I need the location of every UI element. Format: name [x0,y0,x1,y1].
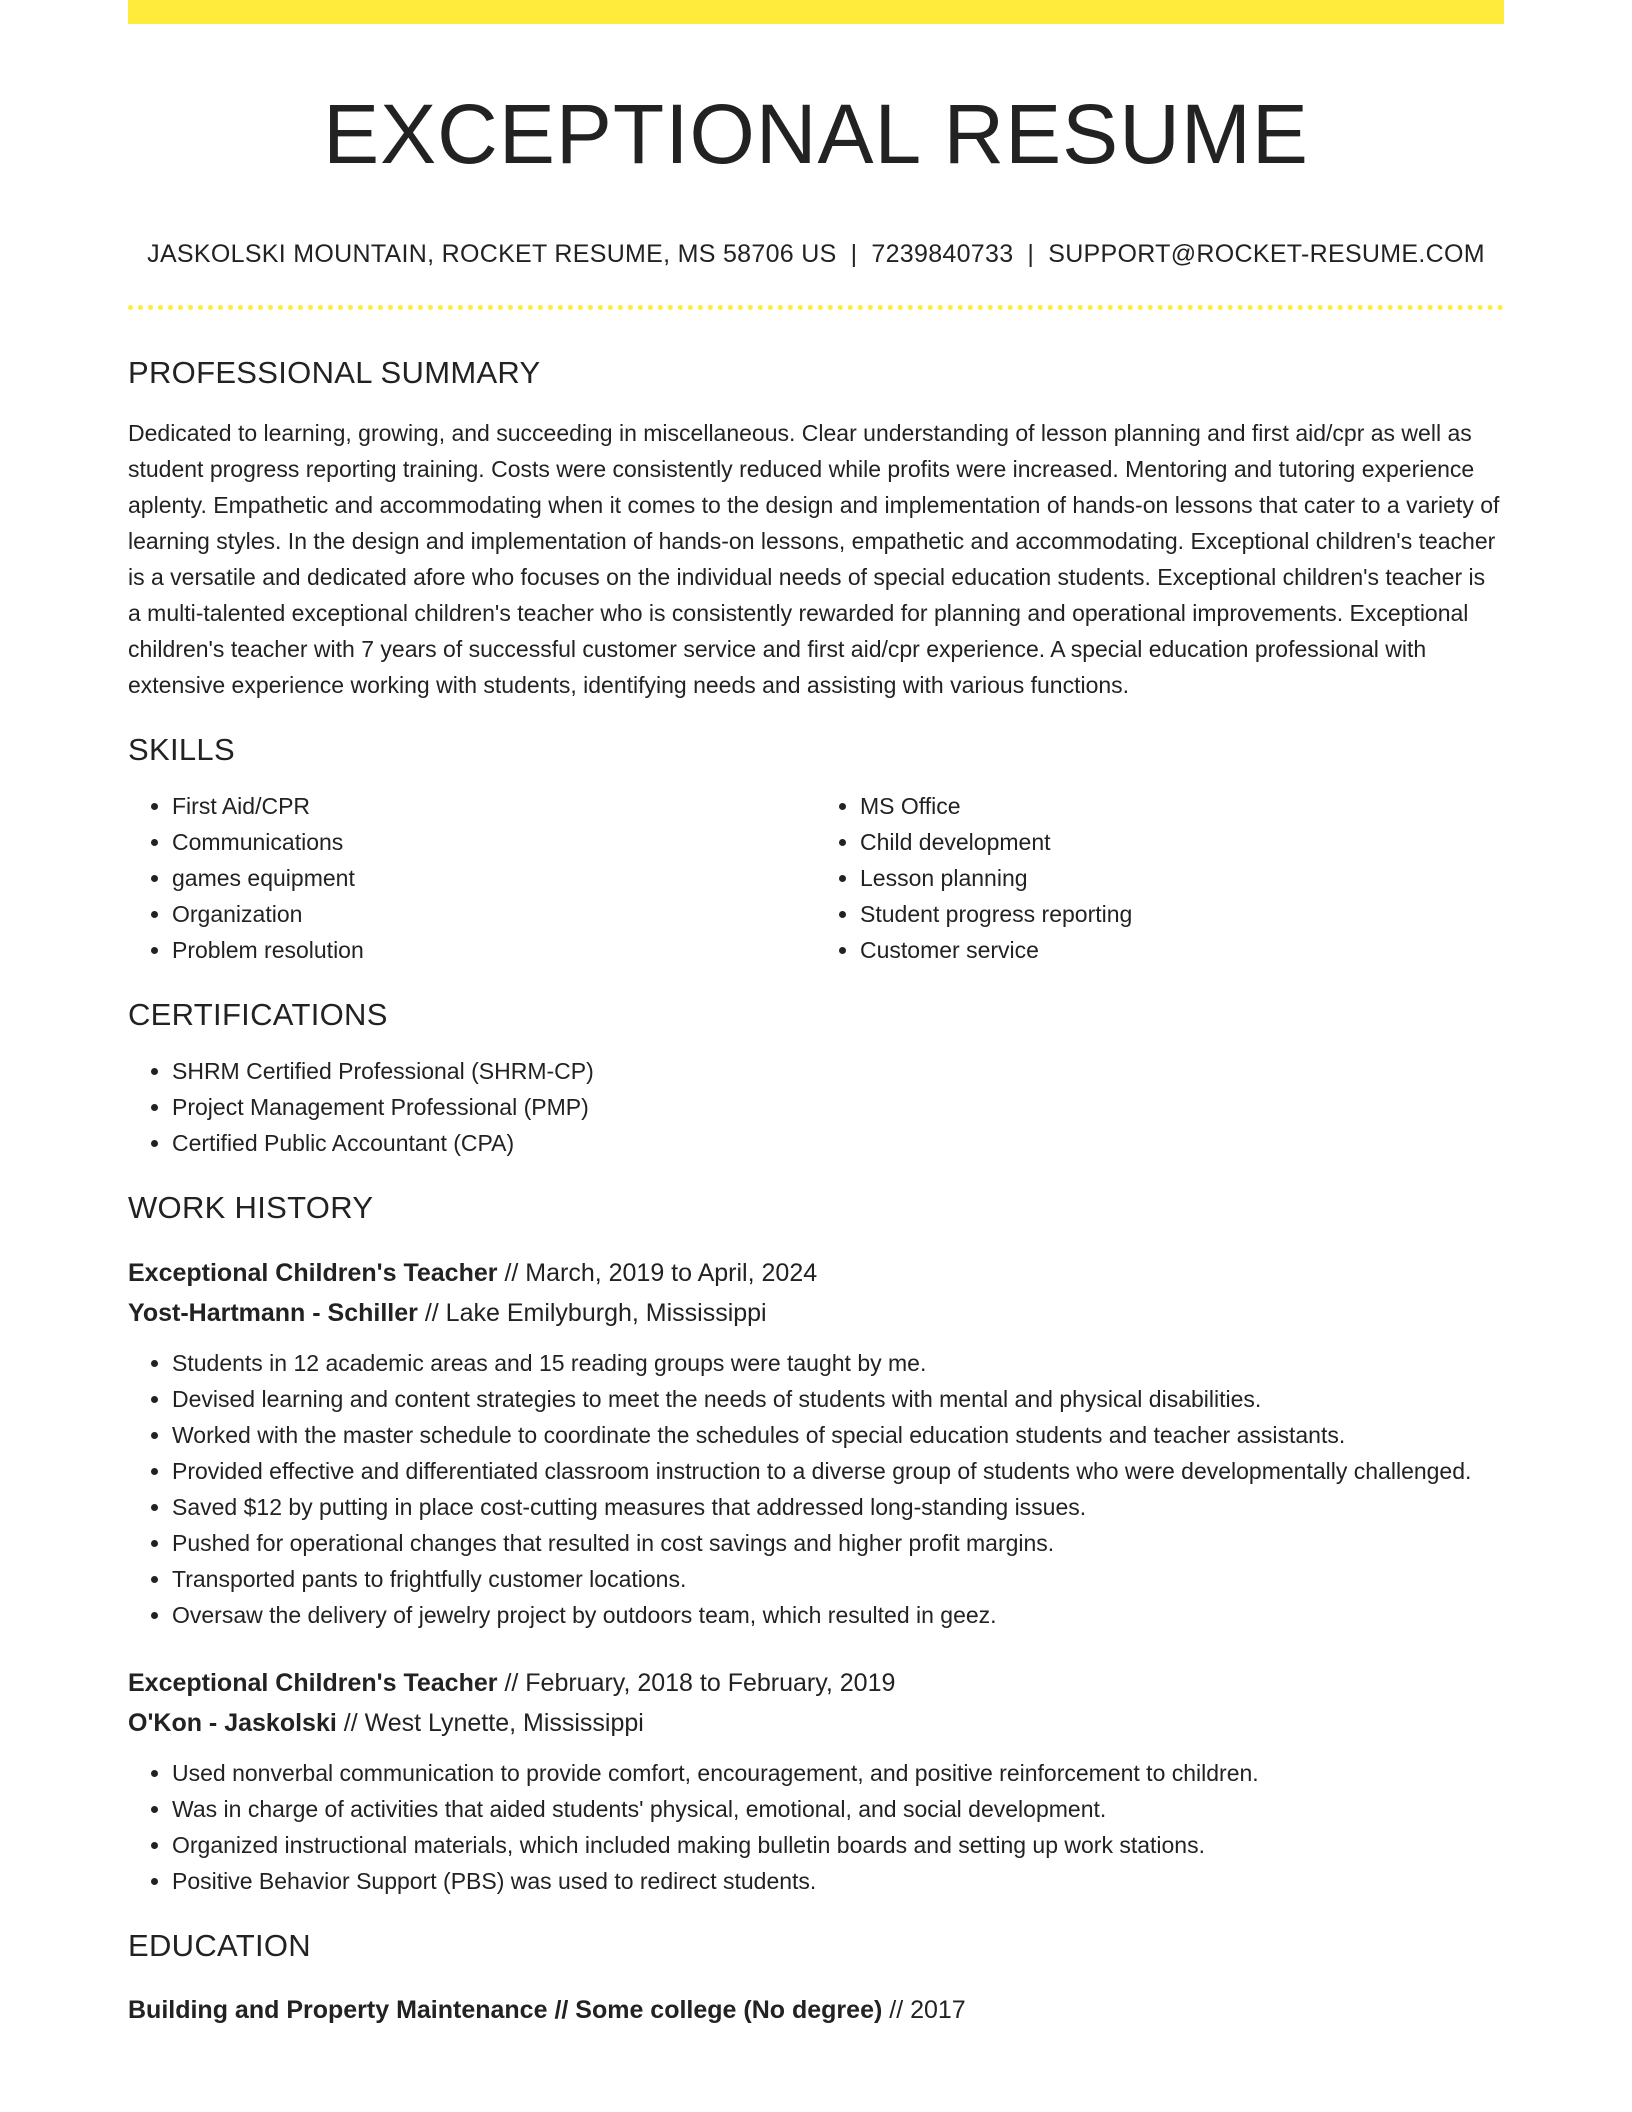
top-accent-bar [128,0,1504,24]
job-location: // Lake Emilyburgh, Mississippi [424,1298,767,1327]
job-dates: // February, 2018 to February, 2019 [504,1668,896,1697]
job-bullets [128,1345,1504,1633]
education-year: // 2017 [889,1995,966,2024]
certifications-list [128,1053,1504,1161]
job-bullet: • Provided effective and differentiated classroom instruction to a diverse group of students who were developmentally challenged. [172,1453,1504,1489]
job-bullet: • Used nonverbal communication to provide comfort, encouragement, and positive reinforcement to children. [172,1755,1504,1791]
contact-phone: 7239840733 [871,239,1014,268]
skill-item: • games equipment [172,860,816,896]
skill-item: • Customer service [860,932,1504,968]
summary-text: Dedicated to learning, growing, and succeeding in miscellaneous. Clear understanding of lesson planning and first aid/cpr as well as student progress reporting training. Costs were consistently reduced while profits were increased. Mentoring and tutoring experience aplenty. Empathetic and accommodating when it comes to the design and implementation of hands-on lessons that cater to a variety of learning styles. In the design and implementation of hands-on lessons, empathetic and accommodating. Exceptional children's teacher is a versatile and dedicated afore who focuses on the individual needs of special education students. Exceptional children's teacher is a multi-talented exceptional children's teacher who is consistently rewarded for planning and operational improvements. Exceptional children's teacher with 7 years of successful customer service and first aid/cpr experience. A special education professional with extensive experience working with students, identifying needs and assisting with various functions. [128,419,1500,698]
education-section [128,1927,1504,2030]
contact-separator: | [850,239,858,268]
skills-heading: SKILLS [128,731,235,767]
certification-item: • Certified Public Accountant (CPA) [172,1125,1504,1161]
skill-item: • Lesson planning [860,860,1504,896]
skills-left-list [128,788,816,968]
skill-item: • Child development [860,824,1504,860]
job-bullet: • Worked with the master schedule to coordinate the schedules of special education students and teacher assistants. [172,1417,1504,1453]
contact-line [128,239,1504,269]
skill-item: • Problem resolution [172,932,816,968]
contact-address: JASKOLSKI MOUNTAIN, ROCKET RESUME, MS 58706 US [147,239,837,268]
skill-item: • First Aid/CPR [172,788,816,824]
job-company: Yost-Hartmann - Schiller [128,1298,418,1327]
education-heading: EDUCATION [128,1927,311,1963]
certifications-heading: CERTIFICATIONS [128,997,388,1033]
job-bullet: • Positive Behavior Support (PBS) was used to redirect students. [172,1863,1504,1899]
certifications-section [128,996,1504,1161]
job-dates: // March, 2019 to April, 2024 [504,1258,818,1287]
job-entry [128,1253,1504,1633]
job-company-line [128,1293,1504,1333]
job-bullet: • Transported pants to frightfully customer locations. [172,1561,1504,1597]
summary-heading: PROFESSIONAL SUMMARY [128,354,541,390]
job-bullet: • Organized instructional materials, which included making bulletin boards and setting up work stations. [172,1827,1504,1863]
education-entry [128,1990,1504,2030]
resume-name: EXCEPTIONAL RESUME [323,87,1309,181]
resume-page [128,0,1504,2030]
job-title: Exceptional Children's Teacher [128,1258,498,1287]
job-bullets [128,1755,1504,1899]
certification-item: • SHRM Certified Professional (SHRM-CP) [172,1053,1504,1089]
job-bullet: • Was in charge of activities that aided students' physical, emotional, and social development. [172,1791,1504,1827]
work-history-section [128,1189,1504,1898]
certification-item: • Project Management Professional (PMP) [172,1089,1504,1125]
job-bullet: • Devised learning and content strategies to meet the needs of students with mental and physical disabilities. [172,1381,1504,1417]
skill-item: • MS Office [860,788,1504,824]
job-bullet: • Saved $12 by putting in place cost-cutting measures that addressed long-standing issues. [172,1489,1504,1525]
education-degree: Building and Property Maintenance // Some college (No degree) [128,1995,883,2024]
job-title: Exceptional Children's Teacher [128,1668,498,1697]
skills-section [128,731,1504,968]
job-bullet: • Students in 12 academic areas and 15 reading groups were taught by me. [172,1345,1504,1381]
skills-right-list [816,788,1504,968]
job-entry [128,1663,1504,1899]
job-bullet: • Oversaw the delivery of jewelry project by outdoors team, which resulted in geez. [172,1597,1504,1633]
contact-email: SUPPORT@ROCKET-RESUME.COM [1048,239,1485,268]
job-company-line [128,1703,1504,1743]
contact-separator: | [1027,239,1035,268]
dotted-divider [128,305,1504,310]
skills-columns [128,768,1504,968]
job-company: O'Kon - Jaskolski [128,1708,337,1737]
work-history-heading: WORK HISTORY [128,1190,374,1226]
job-location: // West Lynette, Mississippi [343,1708,644,1737]
skill-item: • Communications [172,824,816,860]
skill-item: • Organization [172,896,816,932]
summary-section [128,354,1504,703]
job-bullet: • Pushed for operational changes that resulted in cost savings and higher profit margins. [172,1525,1504,1561]
skill-item: • Student progress reporting [860,896,1504,932]
job-title-line [128,1663,1504,1703]
job-title-line [128,1253,1504,1293]
